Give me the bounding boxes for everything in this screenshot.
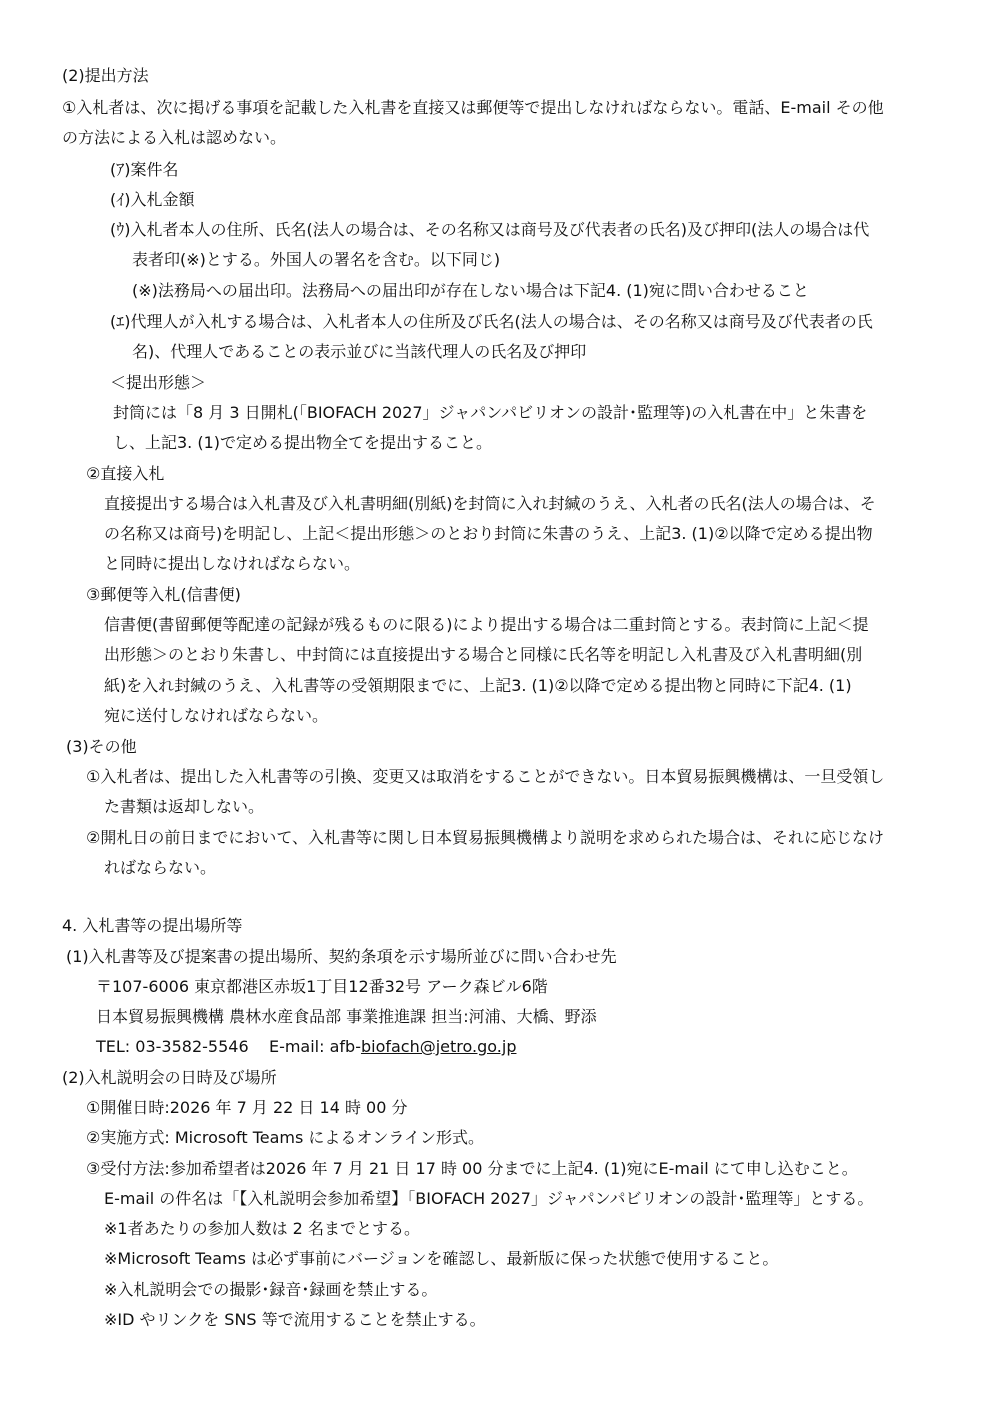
department-line: 日本貿易振興機構 農林水産食品部 事業推進課 担当:河浦、大橋、野添 xyxy=(96,1007,597,1026)
paragraph-line: 出形態＞のとおり朱書し、中封筒には直接提出する場合と同様に氏名等を明記し入札書及び入札書明細(別 xyxy=(104,645,863,664)
list-item-continuation: 表者印(※)とする。外国人の署名を含む。以下同じ) xyxy=(132,250,501,269)
item-heading-mail-bid: ③郵便等入札(信書便) xyxy=(86,585,241,604)
paragraph-line: ②開札日の前日までにおいて、入札書等に関し日本貿易振興機構より説明を求められた場合は、それに応じなけ xyxy=(86,828,885,847)
paragraph-line: 紙)を入れ封緘のうえ、入札書等の受領期限までに、上記3. (1)②以降で定める提出物と同時に下記4. (1) xyxy=(104,676,852,695)
paragraph-line: 信書便(書留郵便等配達の記録が残るものに限る)により提出する場合は二重封筒とする。表封筒に上記＜提 xyxy=(104,615,869,634)
paragraph-line: ①入札者は、次に掲げる事項を記載した入札書を直接又は郵便等で提出しなければならない。電話、E-mail その他 xyxy=(62,98,884,117)
form-heading: ＜提出形態＞ xyxy=(110,373,207,392)
briefing-method: ②実施方式: Microsoft Teams によるオンライン形式。 xyxy=(86,1128,484,1147)
sub-heading-submission-location: (1)入札書等及び提案書の提出場所、契約条項を示す場所並びに問い合わせ先 xyxy=(66,947,617,966)
briefing-reception: ③受付方法:参加希望者は2026 年 7 月 21 日 17 時 00 分までに上記4. (1)宛にE-mail にて申し込むこと。 xyxy=(86,1159,858,1178)
list-item: (ｳ)入札者本人の住所、氏名(法人の場合は、その名称又は商号及び代表者の氏名)及び押印(法人の場合は代 xyxy=(110,220,870,239)
note-line: ※入札説明会での撮影･録音･録画を禁止する。 xyxy=(104,1280,438,1299)
note-line: ※Microsoft Teams は必ず事前にバージョンを確認し、最新版に保った状態で使用すること。 xyxy=(104,1249,779,1268)
paragraph-line: の名称又は商号)を明記し、上記＜提出形態＞のとおり封筒に朱書のうえ、上記3. (1)②以降で定める提出物 xyxy=(104,524,873,543)
paragraph-line: ればならない。 xyxy=(104,858,217,877)
paragraph-line: 宛に送付しなければならない。 xyxy=(104,706,329,725)
list-item: (ｲ)入札金額 xyxy=(110,190,195,209)
sub-heading-briefing: (2)入札説明会の日時及び場所 xyxy=(62,1068,277,1087)
briefing-date: ①開催日時:2026 年 7 月 22 日 14 時 00 分 xyxy=(86,1098,408,1117)
paragraph-line: ①入札者は、提出した入札書等の引換、変更又は取消をすることができない。日本貿易振興機構は、一旦受領し xyxy=(86,767,885,786)
paragraph-line: 直接提出する場合は入札書及び入札書明細(別紙)を封筒に入れ封緘のうえ、入札者の氏名(法人の場合は、そ xyxy=(104,494,876,513)
paragraph-line: し、上記3. (1)で定める提出物全てを提出すること。 xyxy=(113,433,493,452)
paragraph-line: の方法による入札は認めない。 xyxy=(62,128,287,147)
contact-tel-email-prefix: TEL: 03-3582-5546 E-mail: afb- xyxy=(96,1037,361,1056)
section-heading-submission-place: 4. 入札書等の提出場所等 xyxy=(62,916,243,935)
note-line: ※ID やリンクを SNS 等で流用することを禁止する。 xyxy=(104,1310,486,1329)
note-line: ※1者あたりの参加人数は 2 名までとする。 xyxy=(104,1219,420,1238)
sub-heading-submission-method: (2)提出方法 xyxy=(62,66,149,85)
email-link[interactable]: biofach@jetro.go.jp xyxy=(360,1037,517,1056)
paragraph-line: た書類は返却しない。 xyxy=(104,797,265,816)
list-item: (ｴ)代理人が入札する場合は、入札者本人の住所及び氏名(法人の場合は、その名称又は商号及び代表者の氏 xyxy=(110,312,873,331)
list-item-continuation: 名)、代理人であることの表示並びに当該代理人の氏名及び押印 xyxy=(132,342,587,361)
sub-heading-other: (3)その他 xyxy=(66,737,137,756)
address-line: 〒107-6006 東京都港区赤坂1丁目12番32号 アーク森ビル6階 xyxy=(96,977,548,996)
briefing-reception-continuation: E-mail の件名は「【入札説明会参加希望】「BIOFACH 2027」ジャパンパビリオンの設計･監理等」とする。 xyxy=(104,1189,874,1208)
list-item: (ｱ)案件名 xyxy=(110,160,179,179)
paragraph-line: 封筒には「8 月 3 日開札(「BIOFACH 2027」ジャパンパビリオンの設計･監理等)の入札書在中」と朱書を xyxy=(113,403,868,422)
paragraph-line: と同時に提出しなければならない。 xyxy=(104,554,361,573)
contact-line xyxy=(96,1035,516,1059)
list-note: (※)法務局への届出印。法務局への届出印が存在しない場合は下記4. (1)宛に問い合わせること xyxy=(132,281,809,300)
item-heading-direct-bid: ②直接入札 xyxy=(86,464,165,483)
